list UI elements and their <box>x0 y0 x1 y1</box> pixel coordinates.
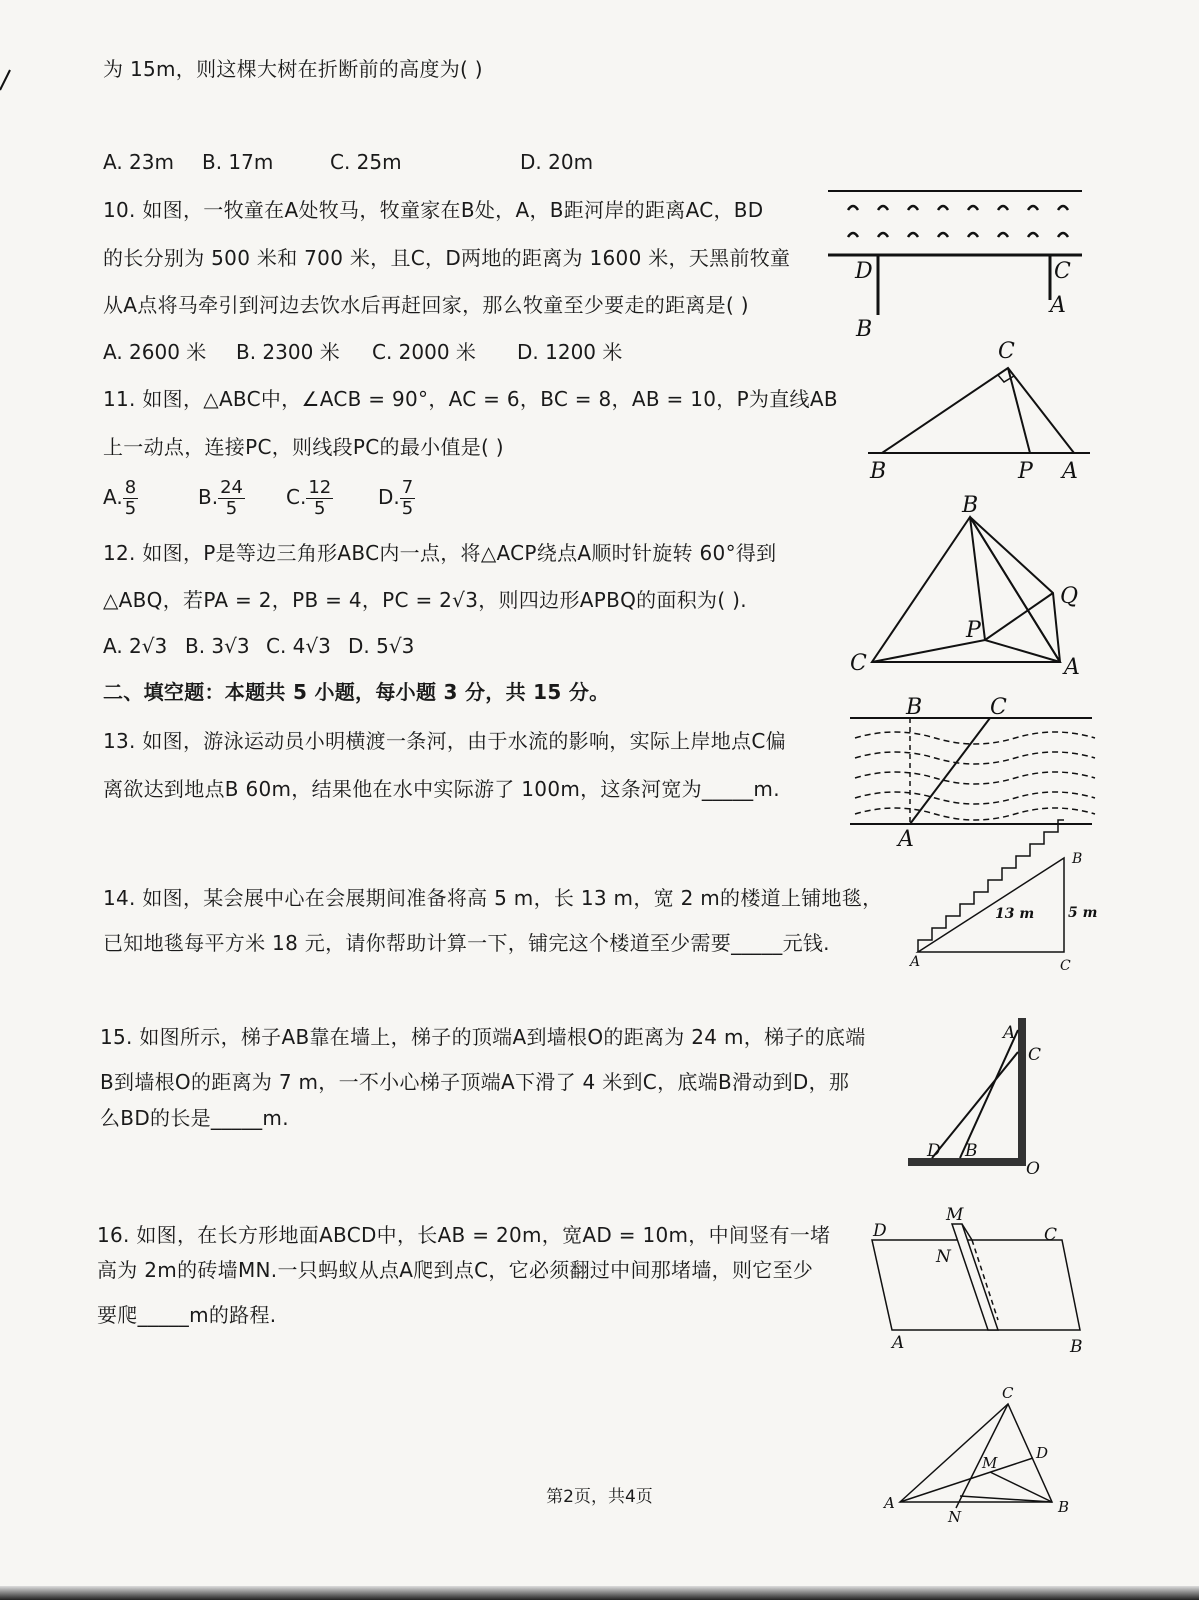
label-b: B <box>962 493 979 518</box>
label-b: B <box>965 1141 978 1161</box>
q10-option-b: B. 2300 米 <box>236 340 340 364</box>
q13-line-2: 离欲达到地点B 60m，结果他在水中实际游了 100m，这条河宽为_____m. <box>103 777 780 801</box>
q16-line-3: 要爬_____m的路程. <box>97 1303 277 1327</box>
q12-line-1: 12. 如图，P是等边三角形ABC内一点，将△ACP绕点A顺时针旋转 60°得到 <box>103 541 777 565</box>
label-b: B <box>1058 1498 1070 1516</box>
label-c: C <box>990 695 1007 720</box>
label-d: D <box>873 1221 887 1241</box>
label-c: C <box>1028 1045 1042 1065</box>
label-b: B <box>1072 851 1083 867</box>
q16-line-1: 16. 如图，在长方形地面ABCD中，长AB = 20m，宽AD = 10m，中间竖有一堵 <box>97 1223 831 1247</box>
label-d: D <box>927 1141 941 1161</box>
page-footer: 第2页，共4页 <box>546 1487 653 1507</box>
denominator: 5 <box>124 498 137 519</box>
q10-river-figure <box>828 191 1082 342</box>
option-letter: C. <box>286 485 307 509</box>
label-c: C <box>1054 259 1071 284</box>
section-heading-fill-in: 二、填空题：本题共 5 小题，每小题 3 分，共 15 分。 <box>103 680 610 704</box>
label-a: A <box>892 1333 905 1353</box>
option-letter: B. <box>198 485 219 509</box>
q9-option-d: D. 20m <box>520 150 594 174</box>
option-letter: A. <box>103 485 123 509</box>
q11-triangle-figure <box>868 339 1090 484</box>
q12-option-c: C. 4√3 <box>266 634 331 658</box>
q10-line-1: 10. 如图，一牧童在A处牧马，牧童家在B处，A，B距河岸的距离AC，BD <box>103 198 764 222</box>
q11-line-1: 11. 如图，△ABC中，∠ACB = 90°，AC = 6，BC = 8，AB = 10，P为直线AB <box>103 387 838 411</box>
q12-option-a: A. 2√3 <box>103 634 168 658</box>
label-b: B <box>856 317 873 342</box>
denominator: 5 <box>225 498 238 519</box>
q12-triangle-figure <box>850 493 1080 680</box>
label-q: Q <box>1060 584 1079 609</box>
label-a: A <box>898 827 914 852</box>
q12-line-2: △ABQ，若PA = 2，PB = 4，PC = 2√3，则四边形APBQ的面积为( ). <box>103 588 747 612</box>
label-a: A <box>1062 459 1078 484</box>
q13-line-1: 13. 如图，游泳运动员小明横渡一条河，由于水流的影响，实际上岸地点C偏 <box>103 729 786 753</box>
label-b: B <box>870 459 887 484</box>
numerator: 7 <box>401 477 414 498</box>
label-height: 5 m <box>1068 905 1098 921</box>
label-c: C <box>1044 1225 1058 1245</box>
q12-option-b: B. 3√3 <box>185 634 250 658</box>
label-c: C <box>850 651 867 676</box>
q14-staircase-figure <box>908 820 1097 974</box>
q9-option-b: B. 17m <box>202 150 274 174</box>
q10-option-a: A. 2600 米 <box>103 340 207 364</box>
q9-text: 为 15m，则这棵大树在折断前的高度为( ) <box>103 57 483 81</box>
label-a: A <box>1003 1023 1016 1043</box>
label-p: P <box>1018 459 1033 484</box>
label-a: A <box>1050 293 1066 318</box>
label-o: O <box>1026 1159 1040 1179</box>
label-n: N <box>948 1508 962 1526</box>
q10-option-c: C. 2000 米 <box>372 340 476 364</box>
label-c: C <box>1002 1384 1014 1402</box>
label-a: A <box>1064 655 1080 680</box>
q15-ladder-figure <box>908 1018 1041 1179</box>
q15-line-2: B到墙根O的距离为 7 m，一不小心梯子顶端A下滑了 4 米到C，底端B滑动到D，那 <box>100 1070 850 1094</box>
denominator: 5 <box>401 498 414 519</box>
numerator: 24 <box>220 477 243 498</box>
label-b: B <box>1070 1337 1083 1357</box>
numerator: 8 <box>124 477 137 498</box>
q16-wall-figure <box>872 1205 1083 1357</box>
label-m: M <box>982 1454 998 1472</box>
q11-line-2: 上一动点，连接PC，则线段PC的最小值是( ) <box>103 435 504 459</box>
label-d: D <box>1036 1444 1049 1462</box>
q16-line-2: 高为 2m的砖墙MN.一只蚂蚁从点A爬到点C，它必须翻过中间那堵墙，则它至少 <box>97 1258 814 1282</box>
q15-line-3: 么BD的长是_____m. <box>100 1106 289 1130</box>
scan-edge-mark <box>0 70 10 90</box>
label-m: M <box>946 1205 964 1225</box>
label-p: P <box>966 618 981 643</box>
option-letter: D. <box>378 485 400 509</box>
denominator: 5 <box>314 498 326 519</box>
q15-line-1: 15. 如图所示，梯子AB靠在墙上，梯子的顶端A到墙根O的距离为 24 m，梯子的底端 <box>100 1025 866 1049</box>
q10-line-3: 从A点将马牵引到河边去饮水后再赶回家，那么牧童至少要走的距离是( ) <box>103 293 749 317</box>
label-a: A <box>884 1494 895 1512</box>
label-c: C <box>998 339 1015 364</box>
label-c: C <box>1060 958 1071 974</box>
label-length: 13 m <box>995 906 1035 922</box>
q14-line-2: 已知地毯每平方米 18 元，请你帮助计算一下，铺完这个楼道至少需要_____元钱. <box>103 931 830 955</box>
label-a: A <box>910 954 921 970</box>
label-b: B <box>906 695 923 720</box>
q10-line-2: 的长分别为 500 米和 700 米，且C，D两地的距离为 1600 米，天黑前牧童 <box>103 246 791 270</box>
q9-option-a: A. 23m <box>103 150 174 174</box>
label-d: D <box>855 259 873 284</box>
scan-bottom-edge <box>0 1586 1199 1600</box>
numerator: 12 <box>308 477 332 498</box>
q9-option-c: C. 25m <box>330 150 402 174</box>
label-n: N <box>936 1247 951 1267</box>
q10-option-d: D. 1200 米 <box>517 340 623 364</box>
q12-option-d: D. 5√3 <box>348 634 415 658</box>
q14-line-1: 14. 如图，某会展中心在会展期间准备将高 5 m，长 13 m，宽 2 m的楼道上铺地毯， <box>103 886 883 910</box>
